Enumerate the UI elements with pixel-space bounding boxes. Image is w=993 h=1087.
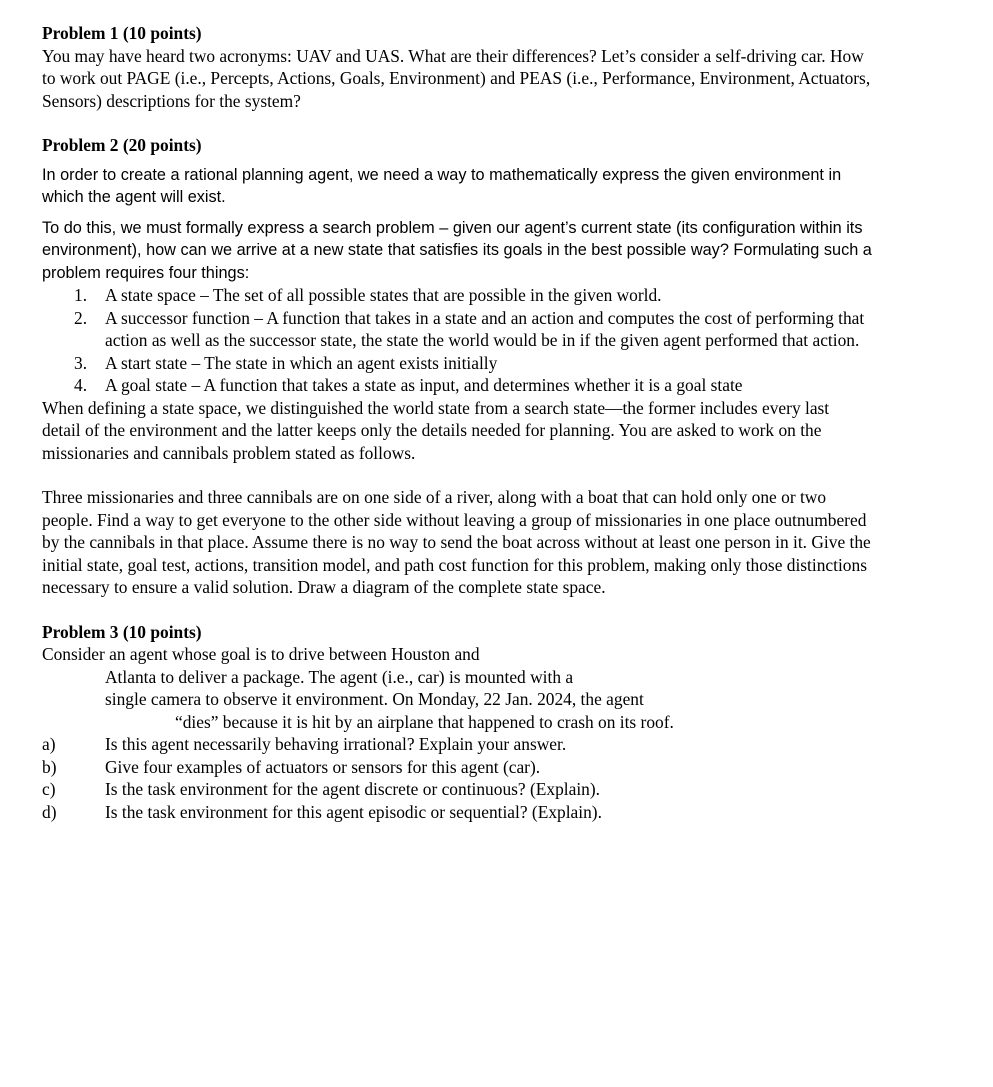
problem-2-intro: In order to create a rational planning agent, we need a way to mathematically express the given environment in which the agent will exist. <box>42 165 842 206</box>
problem-3 <box>42 621 872 824</box>
list-item-text: A successor function – A function that takes in a state and an action and computes the cost of performing that action as well as the successor state, the state the world would be in if the given agent performed that action. <box>105 307 865 350</box>
list-item <box>42 352 872 375</box>
list-item-letter: d) <box>42 801 57 822</box>
list-item-number: 2. <box>74 307 88 328</box>
list-item <box>42 733 872 756</box>
list-item-letter: c) <box>42 779 56 799</box>
problem-3-line-3: single camera to observe it environment. On Monday, 22 Jan. 2024, the agent <box>105 689 644 709</box>
list-item-text: Give four examples of actuators or sensors for this agent (car). <box>105 756 541 777</box>
list-item-letter: b) <box>42 756 57 777</box>
problem-3-line-2: Atlanta to deliver a package. The agent (i.e., car) is mounted with a <box>105 666 574 687</box>
list-item-text: A state space – The set of all possible states that are possible in the given world. <box>105 285 662 305</box>
problem-2-missionaries: Three missionaries and three cannibals are on one side of a river, along with a boat that can hold only one or two people. Find a way to get everyone to the other side without leaving a group of missionaries in one place outnumbered by the cannibals in that place. Assume there is no way to send the boat across without at least one person in it. Give the initial state, goal test, actions, transition model, and path cost function for this problem, making only those distinctions necessary to ensure a valid solution. Draw a diagram of the complete state space. <box>42 487 871 597</box>
list-item <box>42 284 872 307</box>
problem-1-body: You may have heard two acronyms: UAV and UAS. What are their differences? Let’s consider a self-driving car. How to work out PAGE (i.e., Percepts, Actions, Goals, Environment) and PEAS (i.e., Performance, Environment, Actuators, Sensors) descriptions for the system? <box>42 45 871 111</box>
list-item-number: 1. <box>74 285 88 305</box>
problem-2-search-problem: To do this, we must formally express a search problem – given our agent’s current state (its configuration within its environment), how can we arrive at a new state that satisfies its goals in the best possible way? Formulating such a problem requires four things: <box>42 218 872 282</box>
problem-3-line-1: Consider an agent whose goal is to drive between Houston and <box>42 644 480 664</box>
list-item <box>42 307 872 352</box>
list-item-number: 4. <box>74 375 88 395</box>
problem-3-questions <box>42 733 872 823</box>
problem-3-line-4: “dies” because it is hit by an airplane that happened to crash on its roof. <box>175 711 674 732</box>
list-item-text: Is the task environment for this agent episodic or sequential? (Explain). <box>105 801 602 822</box>
problem-1-heading: Problem 1 (10 points) <box>42 23 202 43</box>
list-item-text: A goal state – A function that takes a state as input, and determines whether it is a goal state <box>105 375 743 395</box>
list-item-text: A start state – The state in which an agent exists initially <box>105 352 498 373</box>
list-item <box>42 778 872 801</box>
list-item-number: 3. <box>74 352 88 373</box>
problem-1 <box>42 22 872 112</box>
document-page <box>42 22 872 823</box>
problem-2 <box>42 134 872 599</box>
problem-2-state-space: When defining a state space, we distinguished the world state from a search state—the former includes every last detail of the environment and the latter keeps only the details needed for planning. You are asked to work on the missionaries and cannibals problem stated as follows. <box>42 397 830 463</box>
list-item-text: Is the task environment for the agent discrete or continuous? (Explain). <box>105 779 600 799</box>
requirements-list <box>42 284 872 397</box>
problem-2-heading: Problem 2 (20 points) <box>42 135 202 155</box>
list-item <box>42 801 872 824</box>
list-item <box>42 756 872 779</box>
list-item <box>42 374 872 397</box>
list-item-text: Is this agent necessarily behaving irrational? Explain your answer. <box>105 734 567 754</box>
list-item-letter: a) <box>42 734 56 754</box>
problem-3-heading: Problem 3 (10 points) <box>42 621 202 642</box>
